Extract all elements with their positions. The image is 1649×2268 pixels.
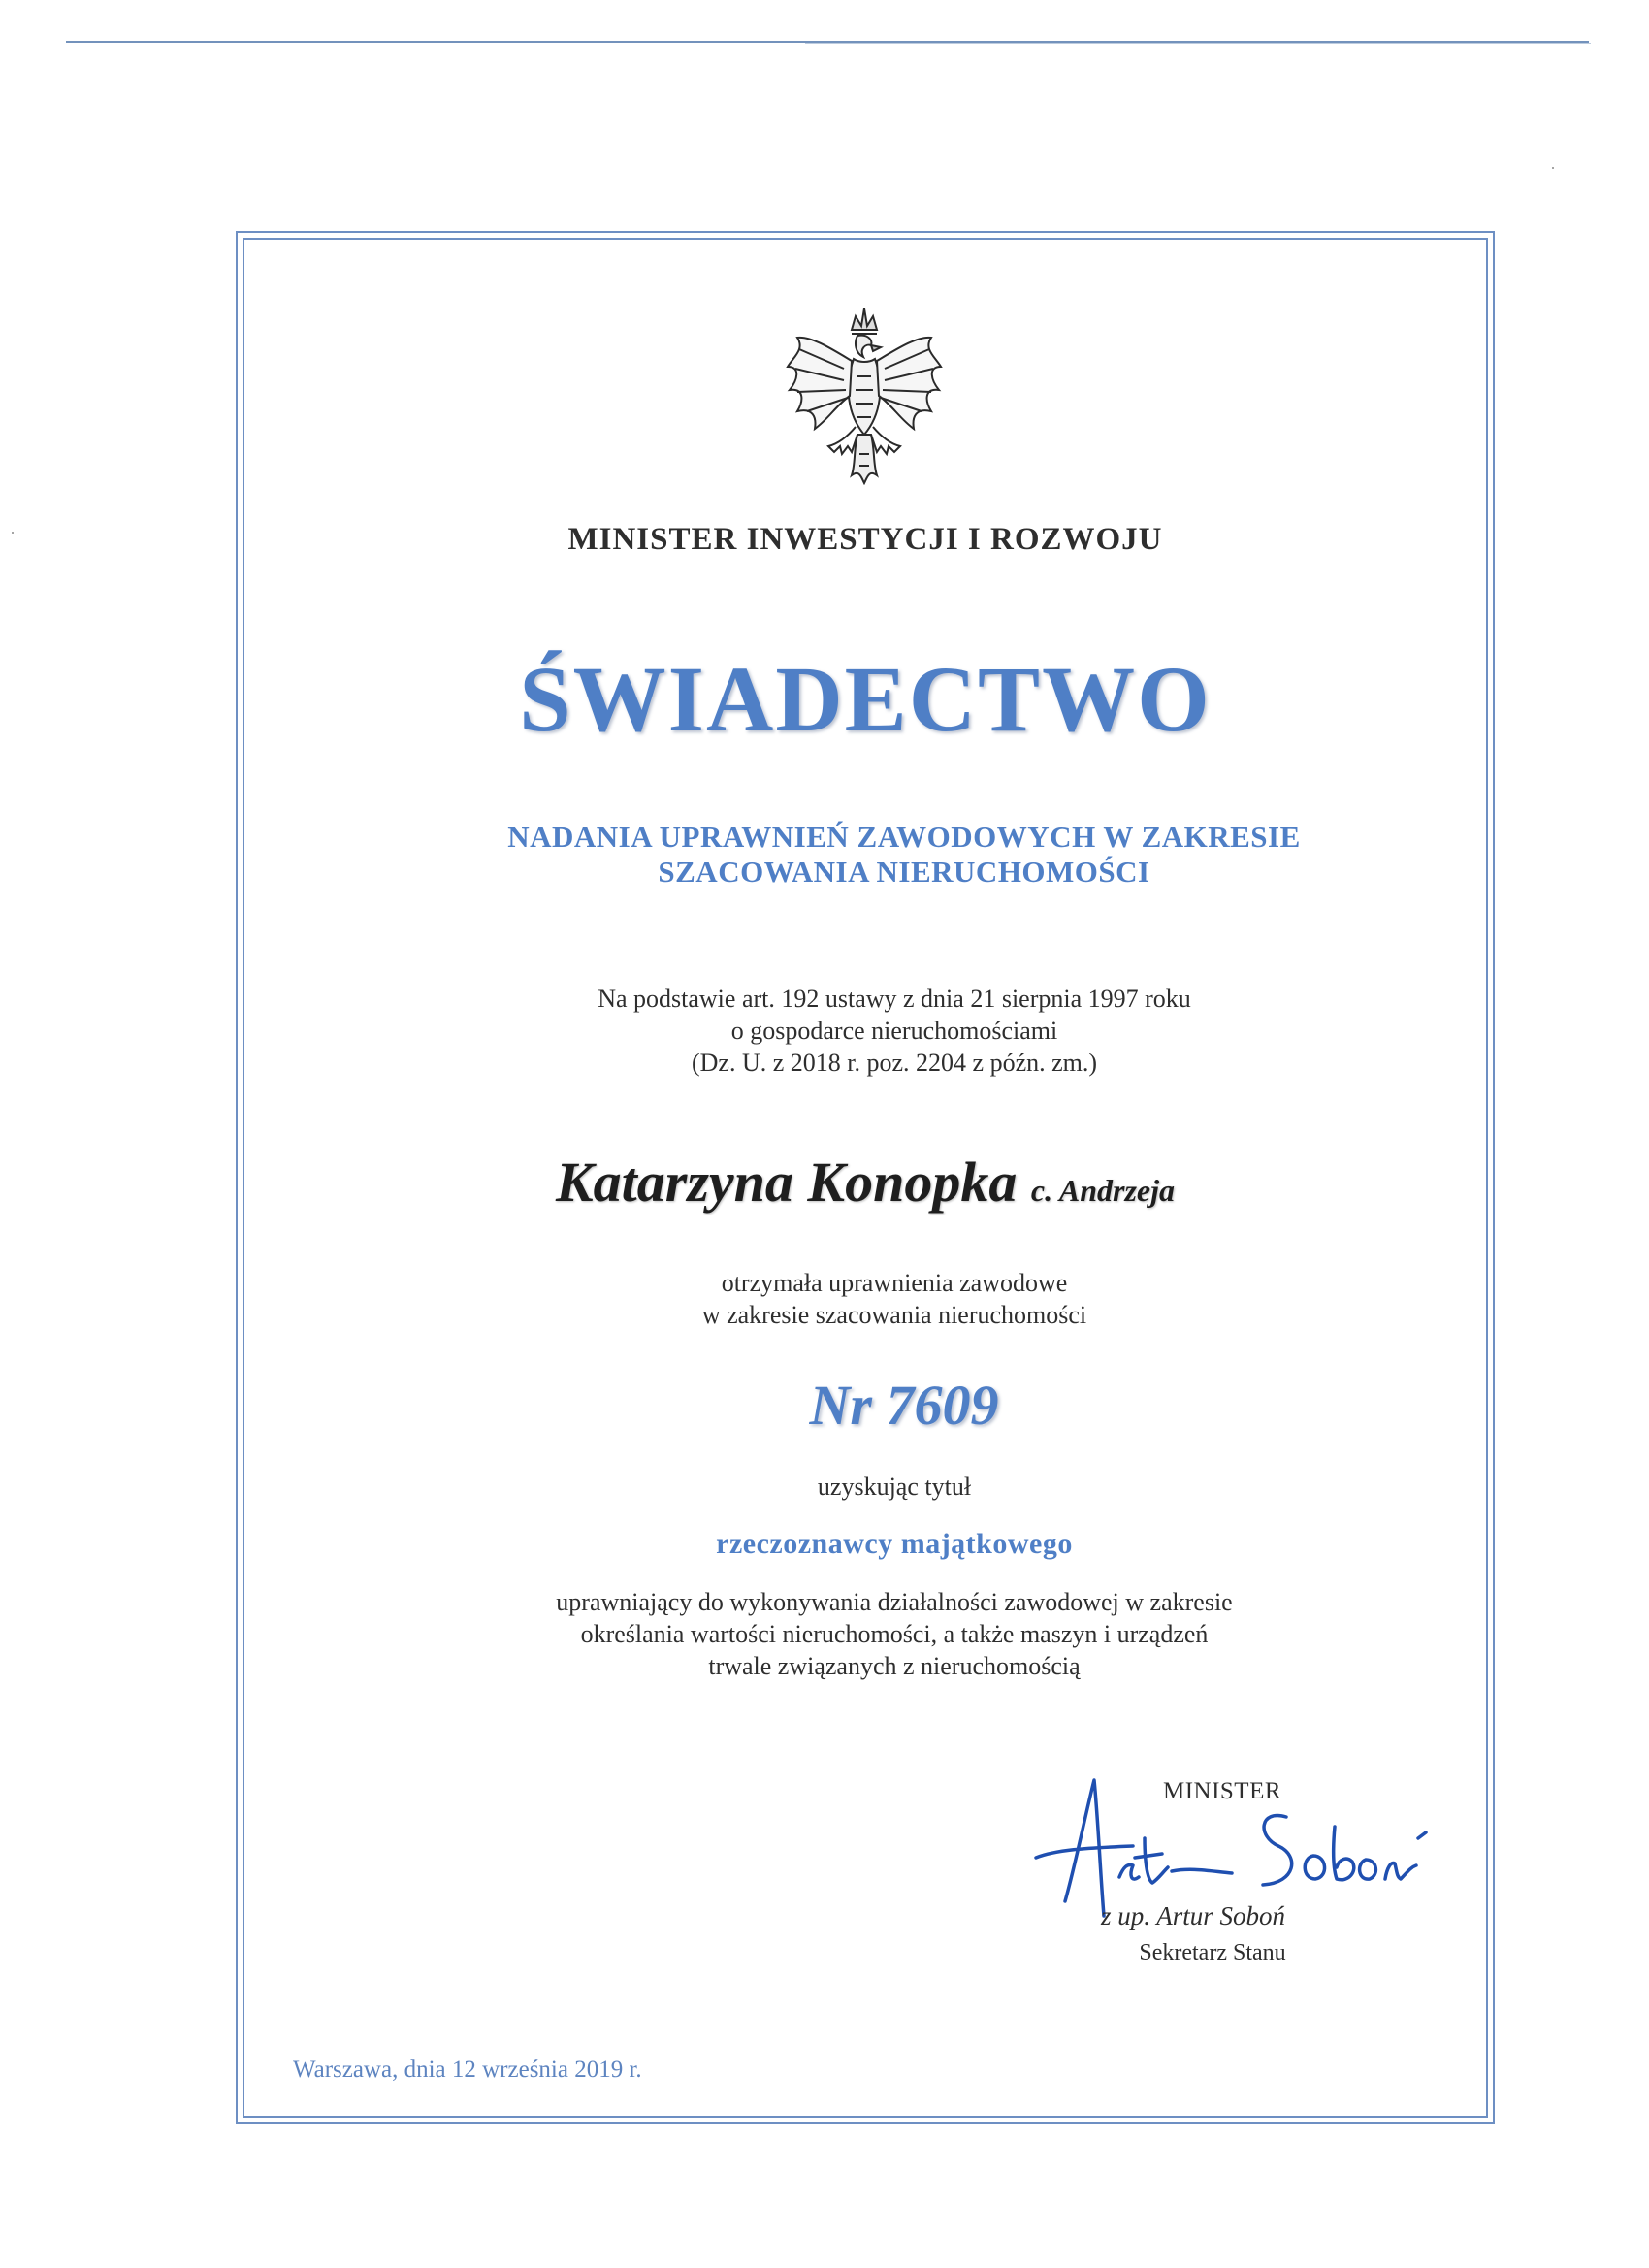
scan-speck xyxy=(12,532,14,534)
recipient-name: Katarzyna Konopka xyxy=(555,1150,1018,1214)
scope-line: określania wartości nieruchomości, a także maszyn i urządzeń xyxy=(580,1620,1209,1648)
scope-line: trwale związanych z nieruchomością xyxy=(708,1652,1081,1680)
legal-basis-line: o gospodarce nieruchomościami xyxy=(730,1017,1058,1045)
legal-basis-line: (Dz. U. z 2018 r. poz. 2204 z późn. zm.) xyxy=(691,1049,1098,1077)
place-and-date: Warszawa, dnia 12 września 2019 r. xyxy=(293,2057,642,2083)
professional-title: rzeczoznawcy majątkowego xyxy=(716,1528,1073,1560)
obtaining-text: uzyskując tytuł xyxy=(817,1473,972,1501)
subtitle-line: NADANIA UPRAWNIEŃ ZAWODOWYCH W ZAKRESIE xyxy=(507,820,1301,854)
signature-role: MINISTER xyxy=(1162,1778,1282,1804)
signatory-position: Sekretarz Stanu xyxy=(1139,1940,1286,1965)
certificate-subtitle xyxy=(242,820,1488,890)
scan-edge-line-faint xyxy=(805,43,1591,44)
signatory-name: z up. Artur Soboń xyxy=(1100,1901,1286,1930)
legal-basis-line: Na podstawie art. 192 ustawy z dnia 21 sierpnia 1997 roku xyxy=(598,985,1191,1013)
granted-line: otrzymała uprawnienia zawodowe xyxy=(721,1269,1068,1297)
scope-text xyxy=(242,1586,1488,1682)
ministry-name: MINISTER INWESTYCJI I ROZWOJU xyxy=(567,522,1163,557)
granted-text xyxy=(242,1267,1488,1331)
recipient-parent: c. Andrzeja xyxy=(1030,1173,1176,1208)
legal-basis xyxy=(242,983,1488,1079)
scope-line: uprawniający do wykonywania działalności zawodowej w zakresie xyxy=(556,1588,1233,1616)
certificate-title: ŚWIADECTWO xyxy=(519,647,1212,751)
recipient xyxy=(242,1150,1488,1215)
scan-speck xyxy=(1552,167,1554,169)
subtitle-line: SZACOWANIA NIERUCHOMOŚCI xyxy=(658,855,1150,889)
granted-line: w zakresie szacowania nieruchomości xyxy=(701,1301,1087,1329)
certificate-number: Nr 7609 xyxy=(809,1374,999,1437)
polish-eagle-icon xyxy=(776,299,953,485)
